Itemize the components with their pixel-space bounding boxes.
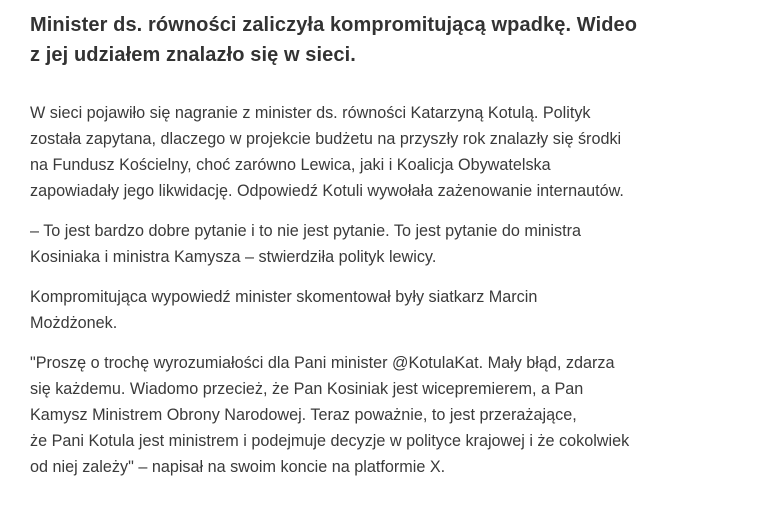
paragraph-line: się każdemu. Wiadomo przecież, że Pan Kosiniak jest wicepremierem, a Pan: [30, 380, 584, 398]
article-paragraph-quote-mozdzonek: [30, 350, 738, 480]
headline-line: Minister ds. równości zaliczyła kompromitującą wpadkę. Wideo: [30, 14, 638, 36]
paragraph-line: "Proszę o trochę wyrozumiałości dla Pani minister @KotulaKat. Mały błąd, zdarza: [30, 354, 615, 372]
headline-line: z jej udziałem znalazło się w sieci.: [30, 44, 356, 66]
paragraph-line: W sieci pojawiło się nagranie z minister ds. równości Katarzyną Kotulą. Polityk: [30, 104, 591, 122]
paragraph-line: Kosiniaka i ministra Kamysza – stwierdziła polityk lewicy.: [30, 248, 437, 266]
article-paragraph-quote-kotula: [30, 218, 738, 270]
article-paragraph-comment: [30, 284, 738, 336]
paragraph-line: od niej zależy" – napisał na swoim koncie na platformie X.: [30, 458, 446, 476]
paragraph-line: Kompromitująca wypowiedź minister skomentował były siatkarz Marcin: [30, 288, 538, 306]
paragraph-line: – To jest bardzo dobre pytanie i to nie jest pytanie. To jest pytanie do ministra: [30, 222, 581, 240]
article-headline: [30, 10, 738, 70]
article-paragraph-intro: [30, 100, 738, 204]
paragraph-line: Możdżonek.: [30, 314, 118, 332]
paragraph-line: że Pani Kotula jest ministrem i podejmuje decyzje w polityce krajowej i że cokolwiek: [30, 432, 630, 450]
paragraph-line: na Fundusz Kościelny, choć zarówno Lewica, jaki i Koalicja Obywatelska: [30, 156, 551, 174]
paragraph-line: zapowiadały jego likwidację. Odpowiedź Kotuli wywołała zażenowanie internautów.: [30, 182, 624, 200]
paragraph-line: została zapytana, dlaczego w projekcie budżetu na przyszły rok znalazły się środki: [30, 130, 622, 148]
paragraph-line: Kamysz Ministrem Obrony Narodowej. Teraz poważnie, to jest przerażające,: [30, 406, 577, 424]
